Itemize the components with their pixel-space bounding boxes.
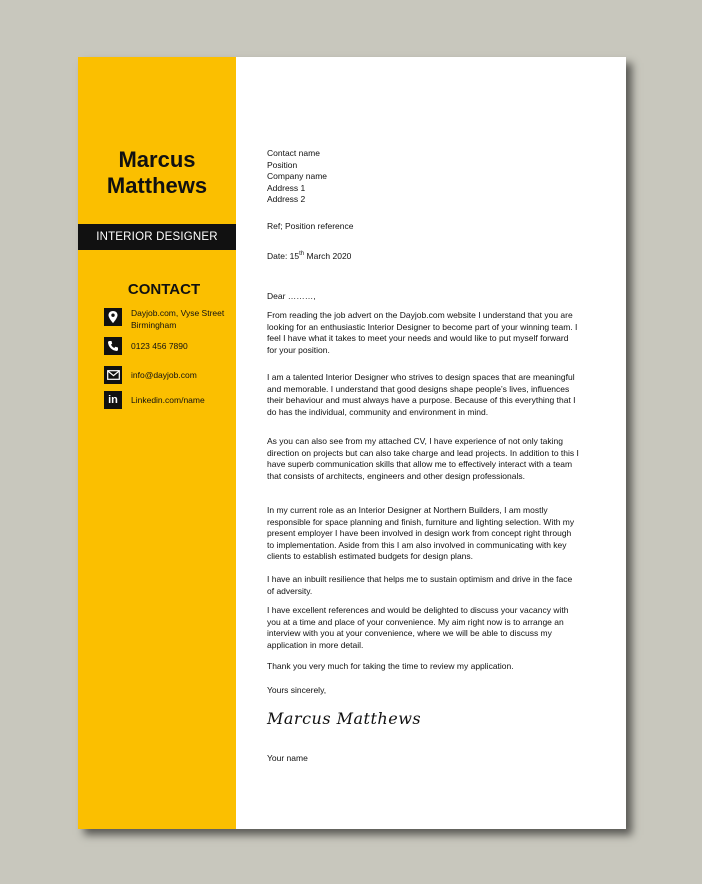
phone-icon bbox=[104, 337, 122, 355]
sidebar bbox=[78, 57, 236, 829]
date-prefix: Date: 15 bbox=[267, 251, 300, 261]
date-line bbox=[267, 251, 579, 263]
recipient-address-1: Address 1 bbox=[267, 182, 306, 193]
paragraph-5: I have an inbuilt resilience that helps me to sustain optimism and drive in the face of adversity. bbox=[267, 574, 573, 596]
paragraph-1: From reading the job advert on the Dayjob.com website I understand that you are looking for an enthusiastic Interior Designer to become part of your winning team. I feel I have what it takes to meet your needs and would like to put myself forward for your position. bbox=[267, 310, 578, 355]
date-suffix-sup: th bbox=[299, 251, 305, 258]
recipient-block bbox=[267, 148, 579, 206]
recipient-position: Position bbox=[267, 159, 298, 170]
date-month-year: March 2020 bbox=[304, 251, 352, 261]
salutation: Dear ………, bbox=[267, 291, 316, 301]
reference-line: Ref; Position reference bbox=[267, 221, 354, 231]
recipient-contact-name: Contact name bbox=[267, 148, 320, 158]
contact-linkedin-text[interactable]: Linkedin.com/name bbox=[131, 395, 205, 405]
paragraph-2: I am a talented Interior Designer who strives to design spaces that are meaningful and memorable. I understand that good designs shape people’s lives, influences their behaviour and must always have a purpose. Because of this everything that I do has the individual, community and environment in mind. bbox=[267, 372, 576, 417]
applicant-name bbox=[78, 147, 236, 199]
contact-address-text: Dayjob.com, Vyse Street Birmingham bbox=[131, 308, 225, 330]
paragraph-3: As you can also see from my attached CV, I have experience of not only taking direction on projects but can also take charge and lead projects. In addition to this I have superb communication skills that allow me to effectively interact with a team that consists of architects, engineers and other design professionals. bbox=[267, 436, 579, 481]
paragraph-7: Thank you very much for taking the time to review my application. bbox=[267, 661, 514, 671]
name-last: Matthews bbox=[106, 173, 208, 198]
name-first: Marcus bbox=[118, 147, 196, 172]
signature: Marcus Matthews bbox=[267, 709, 422, 728]
paragraph-4: In my current role as an Interior Designer at Northern Builders, I am mostly responsible for space planning and finish, furniture and lighting selection. With my present employer I have been involved in design work from concept right through to implementation. Aside from this I am also involved in communicating with key clients to establish estimated budgets for design plans. bbox=[267, 505, 575, 561]
recipient-address-2: Address 2 bbox=[267, 194, 306, 204]
your-name: Your name bbox=[267, 753, 308, 763]
contact-email-text[interactable]: info@dayjob.com bbox=[131, 370, 197, 380]
recipient-company: Company name bbox=[267, 171, 328, 181]
contact-phone-text: 0123 456 7890 bbox=[131, 341, 188, 351]
email-icon bbox=[104, 366, 122, 384]
linkedin-icon: in bbox=[104, 391, 122, 409]
contact-heading: CONTACT bbox=[127, 281, 201, 298]
location-pin-icon bbox=[104, 308, 122, 326]
paragraph-6: I have excellent references and would be delighted to discuss your vacancy with you at a time and place of your convenience. My aim right now is to arrange an interview with you at your convenience, where we will be able to discuss my application in more detail. bbox=[267, 605, 569, 650]
closing: Yours sincerely, bbox=[267, 685, 327, 695]
job-title-banner: INTERIOR DESIGNER bbox=[78, 224, 236, 250]
letter-page bbox=[78, 57, 626, 829]
